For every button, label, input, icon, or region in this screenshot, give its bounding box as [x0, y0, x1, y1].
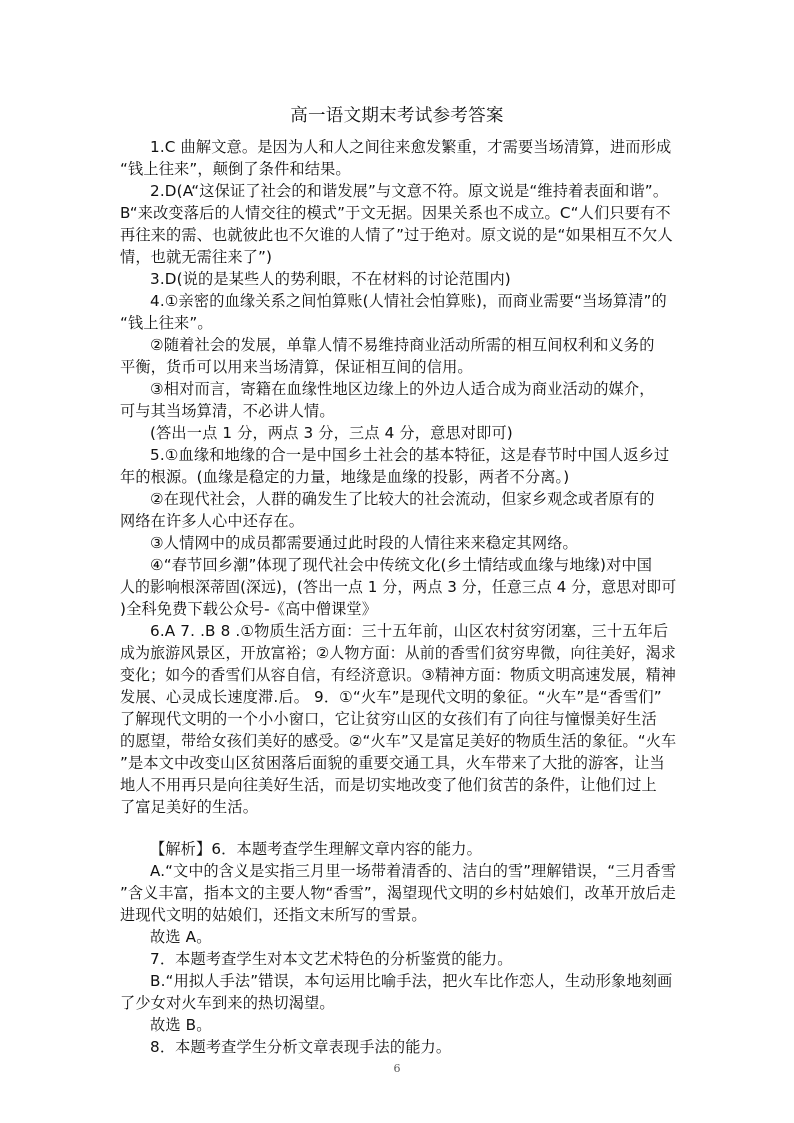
- page-number: 6: [393, 1062, 401, 1075]
- text-line: 人的影响根深蒂固(深远)，(答出一点 1 分，两点 3 分，任意三点 4 分，意思对即可: [120, 578, 677, 596]
- text-line: ②随着社会的发展，单靠人情不易维持商业活动所需的相互间权利和义务的: [150, 336, 655, 354]
- text-line: 可与其当场算清，不必讲人情。: [120, 402, 335, 420]
- text-line: 发展、心灵成长速度滞.后。 9．①“火车”是现代文明的象征。“火车”是“香雪们”: [120, 688, 662, 706]
- text-line: 6.A 7. .B 8 .①物质生活方面：三十五年前，山区农村贫穷闭塞，三十五年后: [150, 622, 669, 640]
- text-line: “钱上往来”。: [120, 314, 213, 332]
- text-line: 情，也就无需往来了”): [120, 248, 273, 266]
- text-line: 故选 B。: [150, 1016, 212, 1034]
- text-line: 进现代文明的姑娘们，还指文末所写的雪景。: [120, 906, 427, 924]
- text-line: 的愿望，带给女孩们美好的感受。②“火车”又是富足美好的物质生活的象征。“火车: [120, 732, 677, 750]
- text-line: (答出一点 1 分，两点 3 分，三点 4 分，意思对即可): [150, 424, 513, 442]
- text-line: B.“用拟人手法”错误，本句运用比喻手法，把火车比作恋人，生动形象地刻画: [150, 972, 673, 990]
- text-line: 4.①亲密的血缘关系之间怕算账(人情社会怕算账)，而商业需要“当场算清”的: [150, 292, 667, 310]
- text-line: 了解现代文明的一个小小窗口，它让贫穷山区的女孩们有了向往与憧憬美好生活: [120, 710, 657, 728]
- page-title: 高一语文期末考试参考答案: [290, 106, 504, 126]
- text-line: “钱上往来”，颠倒了条件和结果。: [120, 160, 351, 178]
- text-line: 网络在许多人心中还存在。: [120, 512, 305, 530]
- text-line: 平衡，货币可以用来当场清算，保证相互间的信用。: [120, 358, 473, 376]
- text-line: 1.C 曲解文意。是因为人和人之间往来愈发繁重，才需要当场清算，进而形成: [150, 138, 672, 156]
- text-line: 5.①血缘和地缘的合一是中国乡土社会的基本特征，这是春节时中国人返乡过: [150, 446, 670, 464]
- text-line: ④“春节回乡潮”体现了现代社会中传统文化(乡土情结或血缘与地缘)对中国: [150, 556, 653, 574]
- text-line: 7．本题考查学生对本文艺术特色的分析鉴赏的能力。: [150, 950, 513, 968]
- text-line: 了少女对火车到来的热切渴望。: [120, 994, 335, 1012]
- text-line: ”含义丰富，指本文的主要人物“香雪”，渴望现代文明的乡村姑娘们，改革开放后走: [120, 884, 676, 902]
- text-line: ”是本文中改变山区贫困落后面貌的重要交通工具，火车带来了大批的游客，让当: [120, 754, 665, 772]
- text-line: 成为旅游风景区，开放富裕；②人物方面：从前的香雪们贫穷卑微，向往美好，渴求: [120, 644, 676, 662]
- text-line: A.“文中的含义是实指三月里一场带着清香的、洁白的雪”理解错误，“三月香雪: [150, 862, 677, 880]
- text-line: )全科免费下载公众号-《高中僧课堂》: [120, 600, 378, 618]
- text-line: ③人情网中的成员都需要通过此时段的人情往来来稳定其网络。: [150, 534, 578, 552]
- text-line: 【解析】6．本题考查学生理解文章内容的能力。: [150, 840, 482, 858]
- text-line: 3.D(说的是某些人的势利眼，不在材料的讨论范围内): [150, 270, 511, 288]
- text-line: ③相对而言，寄籍在血缘性地区边缘上的外边人适合成为商业活动的媒介，: [150, 380, 655, 398]
- text-line: 故选 A。: [150, 928, 212, 946]
- text-line: ②在现代社会，人群的确发生了比较大的社会流动，但家乡观念或者原有的: [150, 490, 655, 508]
- text-line: 变化；如今的香雪们从容自信，有经济意识。③精神方面：物质文明高速发展，精神: [120, 666, 676, 684]
- text-line: B“来改变落后的人情交往的模式”于文无据。因果关系也不成立。C“人们只要有不: [120, 204, 671, 222]
- text-line: 8．本题考查学生分析文章表现手法的能力。: [150, 1038, 452, 1056]
- text-line: 2.D(A“这保证了社会的和谐发展”与文意不符。原文说是“维持着表面和谐”。: [150, 182, 669, 200]
- text-line: 年的根源。(血缘是稳定的力量，地缘是血缘的投影，两者不分离。): [120, 468, 570, 486]
- text-line: 了富足美好的生活。: [120, 798, 259, 816]
- text-line: 再往来的需、也就彼此也不欠谁的人情了”过于绝对。原文说的是“如果相互不欠人: [120, 226, 673, 244]
- text-line: 地人不用再只是向往美好生活，而是切实地改变了他们贫苦的条件，让他们过上: [120, 776, 657, 794]
